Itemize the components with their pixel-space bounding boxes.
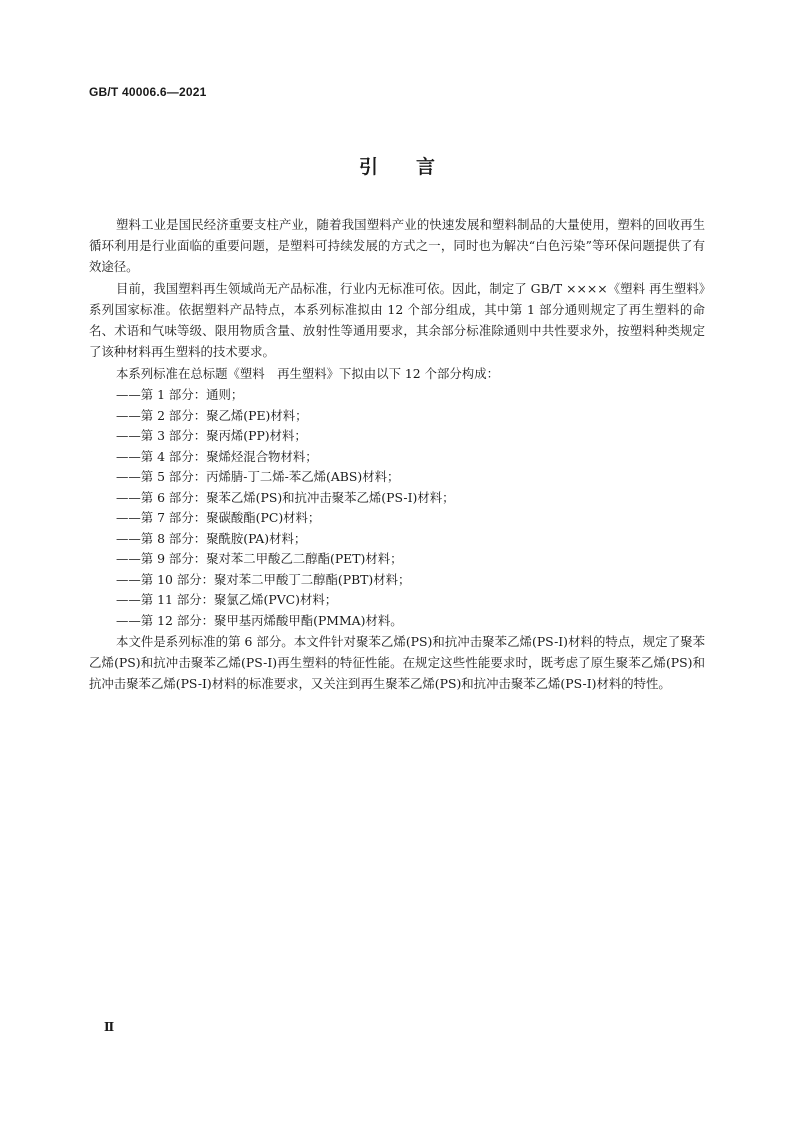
page-number: Ⅱ xyxy=(104,1020,115,1034)
list-item: ——第 9 部分：聚对苯二甲酸乙二醇酯(PET)材料； xyxy=(116,551,403,566)
intro-paragraph-2: 目前，我国塑料再生领域尚无产品标准，行业内无标准可依。因此，制定了 GB/T ××××《塑料 再生塑料》系列国家标准。依据塑料产品特点，本系列标准拟由 12 个部分组成，其中第 1 部分通则规定了再生塑料的命名、术语和气味等级、限用物质含量、放射性等通用要求，其余部分标准除通则中共性要求外，按塑料种类规定了该种材料再生塑料的技术要求。 xyxy=(89,281,705,359)
list-item: ——第 1 部分：通则； xyxy=(116,387,244,402)
closing-paragraph: 本文件是系列标准的第 6 部分。本文件针对聚苯乙烯(PS)和抗冲击聚苯乙烯(PS-I)材料的特点，规定了聚苯乙烯(PS)和抗冲击聚苯乙烯(PS-I)再生塑料的特征性能。在规定这些性能要求时，既考虑了原生聚苯乙烯(PS)和抗冲击聚苯乙烯(PS-I)材料的标准要求，又关注到再生聚苯乙烯(PS)和抗冲击聚苯乙烯(PS-I)材料的特性。 xyxy=(89,634,705,691)
list-item: ——第 3 部分：聚丙烯(PP)材料； xyxy=(116,428,307,443)
list-item: ——第 11 部分：聚氯乙烯(PVC)材料； xyxy=(116,592,338,607)
list-item: ——第 6 部分：聚苯乙烯(PS)和抗冲击聚苯乙烯(PS-I)材料； xyxy=(116,489,455,505)
list-item: ——第 8 部分：聚酰胺(PA)材料； xyxy=(116,530,307,546)
list-item: ——第 12 部分：聚甲基丙烯酸甲酯(PMMA)材料。 xyxy=(116,612,403,628)
intro-paragraph-1: 塑料工业是国民经济重要支柱产业，随着我国塑料产业的快速发展和塑料制品的大量使用，塑料的回收再生循环利用是行业面临的重要问题，是塑料可持续发展的方式之一，同时也为解决“白色污染”等环保问题提供了有效途径。 xyxy=(89,217,705,274)
section-title: 引言 xyxy=(358,156,473,178)
intro-paragraph-3: 本系列标准在总标题《塑料 再生塑料》下拟由以下 12 个部分构成： xyxy=(116,366,499,381)
list-item: ——第 4 部分：聚烯烃混合物材料； xyxy=(116,448,318,464)
list-item: ——第 5 部分：丙烯腈-丁二烯-苯乙烯(ABS)材料； xyxy=(116,469,400,484)
introduction-body xyxy=(89,214,705,695)
list-item: ——第 2 部分：聚乙烯(PE)材料； xyxy=(116,407,308,423)
list-item: ——第 10 部分：聚对苯二甲酸丁二醇酯(PBT)材料； xyxy=(116,571,411,587)
parts-list xyxy=(89,385,705,631)
document-code: GB/T 40006.6—2021 xyxy=(89,85,207,99)
list-item: ——第 7 部分：聚碳酸酯(PC)材料； xyxy=(116,510,321,525)
